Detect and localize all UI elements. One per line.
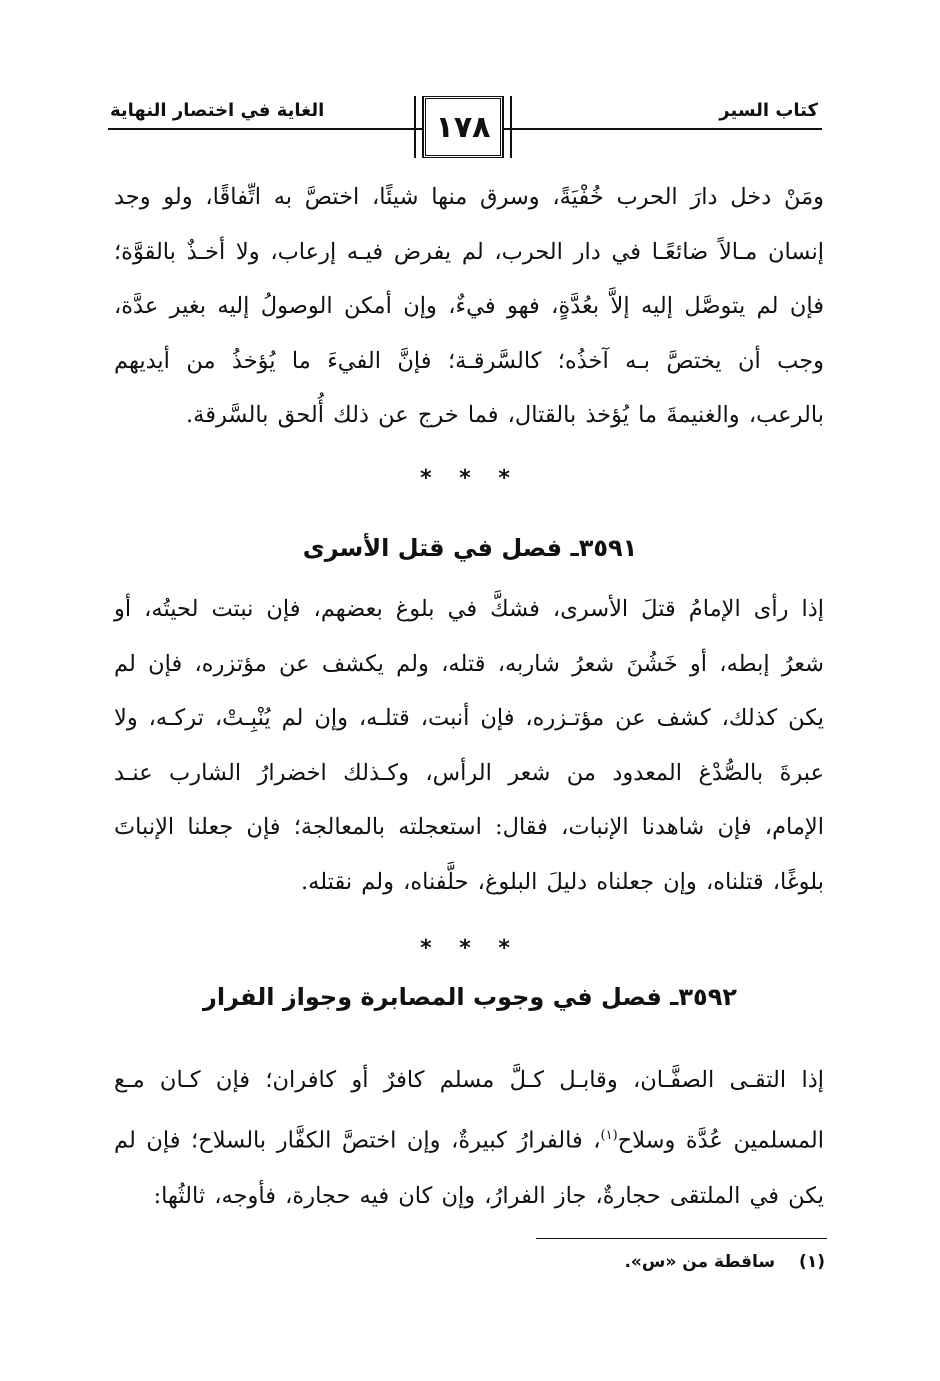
header-book-title: كتاب السير — [719, 100, 818, 121]
paragraph-1: ومَنْ دخل دارَ الحرب خُفْيَةً، وسرق منها شيئًا، اختصَّ به اتِّفاقًا، ولو وجد إنسان مـالاً ضائعًـا في دار الحرب، لم يفرض فيـه إرعاب، ولا أخـذٌ بالقوَّة؛ فإن لم يتوصَّل إليه إلاَّ بعُدَّةٍ، فهو فيءٌ، وإن أمكن الوصولُ إليه بغير عدَّة، وجب أن يختصَّ بـه آخذُه؛ كالسَّرقـة؛ فإنَّ الفيءَ ما يُؤخذُ من أيديهم بالرعب، والغنيمةَ ما يُؤخذ بالقتال، فما خرج عن ذلك أُلحق بالسَّرقة. — [114, 184, 824, 428]
section-heading-3591: ٣٥٩١ـ فصل في قتل الأسرى — [302, 534, 638, 562]
footnote-marker: (١) — [799, 1252, 825, 1272]
page-number-box — [423, 96, 503, 158]
paragraph-3 — [114, 1053, 824, 1224]
page-number: ١٧٨ — [435, 109, 491, 145]
paragraph-2: إذا رأى الإمامُ قتلَ الأسرى، فشكَّ في بلوغ بعضهم، فإن نبتت لحيتُه، أو شعرُ إبطه، أو خَشُنَ شعرُ شاربه، قتله، ولم يكشف عن مؤتزره، فإن لم يكن كذلك، كشف عن مؤتـزره، فإن أنبت، قتلـه، وإن لم يُنْبِـتْ، تركـه، ولا عبرةَ بالصُّدْغ المعدود من شعر الرأس، وكـذلك اخضرارُ الشارب عنـد الإمام، فإن شاهدنا الإنبات، فقال: استعجلته بالمعالجة؛ فإن جعلنا الإنباتَ بلوغًا، قتلناه، وإن جعلناه دليلَ البلوغ، حلَّفناه، ولم نقتله. — [114, 596, 824, 895]
paragraph-3-part-1: إذا التقـى الصفَّـان، وقابـل كـلَّ مسلم كافرٌ أو كافران؛ فإن كـان مـع المسلمين عُدَّة وسلاح — [114, 1067, 824, 1154]
footnote-reference: (١) — [600, 1128, 618, 1143]
header-work-title: الغاية في اختصار النهاية — [110, 100, 325, 121]
footnote-rule — [536, 1238, 827, 1239]
section-separator-2: * * * — [420, 936, 520, 961]
footnote — [624, 1252, 825, 1272]
footnote-text: ساقطة من «س». — [624, 1252, 776, 1272]
section-heading-3592: ٣٥٩٢ـ فصل في وجوب المصابرة وجواز الفرار — [203, 983, 737, 1011]
section-separator-1: * * * — [420, 466, 520, 491]
paragraph-3-part-2: ، فالفرارُ كبيرةٌ، وإن اختصَّ الكفَّار بالسلاح؛ فإن لم يكن في الملتقى حجارةٌ، جاز الفرارُ، وإن كان فيه حجارة، فأوجه، ثالثُها: — [114, 1127, 824, 1209]
